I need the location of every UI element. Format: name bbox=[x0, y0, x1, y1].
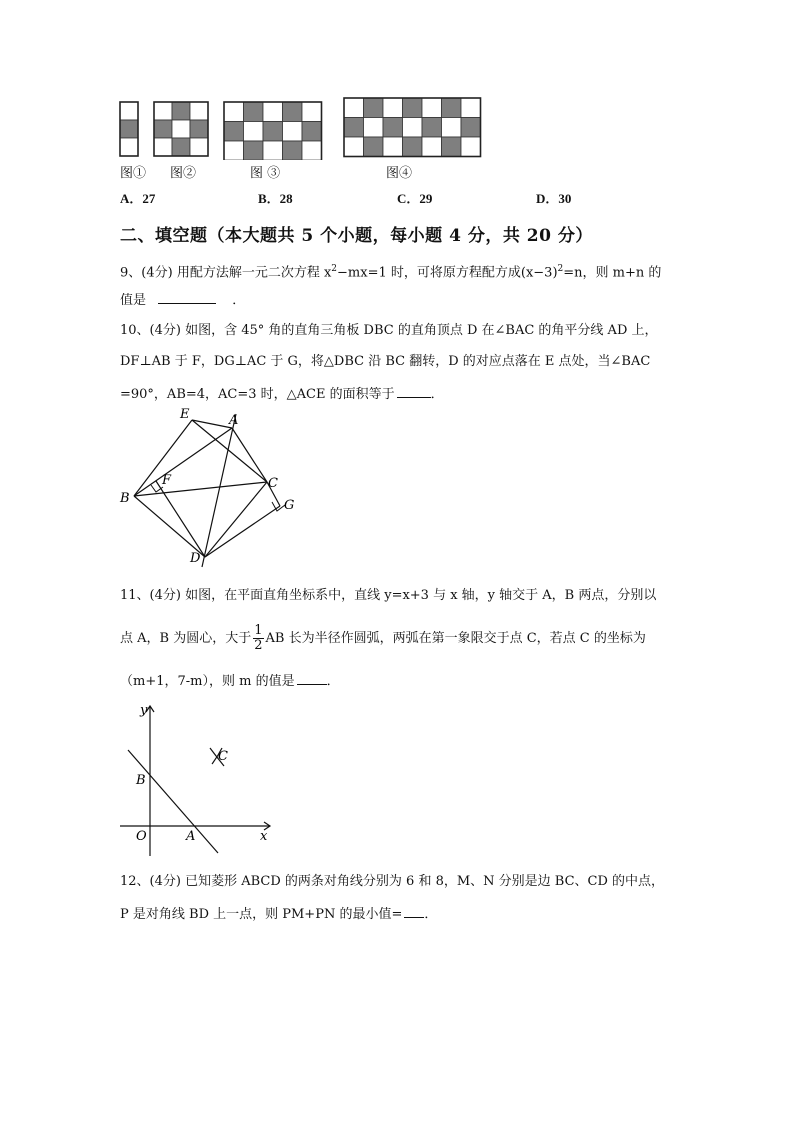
point-label-f: F bbox=[162, 473, 172, 488]
q11-coordinate-diagram bbox=[112, 698, 282, 863]
choice-c[interactable]: C．29 bbox=[397, 191, 433, 206]
board-cell bbox=[364, 137, 384, 157]
board-cell bbox=[263, 102, 283, 122]
board-cell bbox=[461, 98, 481, 118]
fraction-one-half: $\frac{1}{2}$ bbox=[254, 623, 263, 653]
board-cell bbox=[172, 138, 190, 156]
axis-label-x: x bbox=[260, 829, 268, 844]
board-figure-2 bbox=[154, 102, 208, 156]
board-cell bbox=[364, 118, 384, 138]
q12-answer-blank[interactable] bbox=[404, 903, 424, 918]
figure-label-4: 图④ bbox=[386, 166, 413, 181]
q10-answer-blank[interactable] bbox=[397, 383, 431, 398]
board-cell bbox=[120, 102, 138, 120]
board-cell bbox=[422, 137, 442, 157]
board-cell bbox=[244, 141, 264, 160]
board-cell bbox=[224, 122, 244, 142]
board-cell bbox=[244, 122, 264, 142]
board-cell bbox=[302, 122, 322, 142]
board-cell bbox=[403, 118, 423, 138]
point-label-a: A bbox=[229, 413, 239, 428]
point-label-g: G bbox=[284, 498, 295, 513]
board-cell bbox=[190, 120, 208, 138]
board-cell bbox=[154, 102, 172, 120]
board-cell bbox=[344, 118, 364, 138]
q11-line2: 点 A，B 为圆心，大于 $\frac{1}{2}$ AB 长为半径作圆弧，两弧在第一象限交于点 C，若点 C 的坐标为 bbox=[120, 623, 646, 653]
board-cell bbox=[172, 102, 190, 120]
board-cell bbox=[120, 120, 138, 138]
board-cell bbox=[383, 118, 403, 138]
board-cell bbox=[344, 137, 364, 157]
checkerboard-figures bbox=[118, 96, 488, 160]
board-cell bbox=[383, 137, 403, 157]
q11-line3: （m+1，7-m），则 m 的值是 ． bbox=[120, 670, 340, 692]
q11-line1: 11、(4分) 如图，在平面直角坐标系中，直线 y=x+3 与 x 轴，y 轴交于 A，B 两点，分别以 bbox=[120, 588, 657, 603]
q10-line1: 10、(4分) 如图，含 45° 角的直角三角板 DBC 的直角顶点 D 在∠BAC 的角平分线 AD 上， bbox=[120, 323, 658, 338]
board-figure-1 bbox=[120, 102, 138, 156]
board-cell bbox=[263, 122, 283, 142]
point-label-b: B bbox=[120, 491, 130, 506]
q10-line2: DF⊥AB 于 F，DG⊥AC 于 G，将△DBC 沿 BC 翻转，D 的对应点落在 E 点处，当∠BAC bbox=[120, 354, 651, 369]
board-cell bbox=[283, 141, 303, 160]
board-cell bbox=[224, 141, 244, 160]
board-cell bbox=[120, 138, 138, 156]
board-cell bbox=[364, 98, 384, 118]
q9-line1: 9、(4分) 用配方法解一元二次方程 $x^2-mx=1$ 时，可将原方程配方成$(x-3)^2=n$，则 m+n 的 bbox=[120, 264, 662, 281]
q12-line1: 12、(4分) 已知菱形 ABCD 的两条对角线分别为 6 和 8，M、N 分别是边 BC、CD 的中点， bbox=[120, 874, 665, 889]
board-cell bbox=[422, 98, 442, 118]
board-cell bbox=[190, 102, 208, 120]
board-cell bbox=[263, 141, 283, 160]
figure-label-2: 图② bbox=[170, 166, 197, 181]
point-label-c-coord: C bbox=[218, 749, 228, 764]
figure-label-3: 图 ③ bbox=[250, 166, 281, 181]
board-cell bbox=[461, 137, 481, 157]
axis-label-y: y bbox=[140, 703, 148, 718]
choice-b[interactable]: B．28 bbox=[258, 191, 293, 206]
choice-a[interactable]: A．27 bbox=[120, 191, 156, 206]
q10-geometry-diagram bbox=[112, 402, 302, 572]
board-cell bbox=[442, 98, 462, 118]
point-label-b-coord: B bbox=[136, 773, 146, 788]
board-cell bbox=[403, 98, 423, 118]
board-figure-4 bbox=[344, 98, 481, 157]
q10-line3: =90°，AB=4，AC=3 时，△ACE 的面积等于 ． bbox=[120, 383, 444, 405]
board-cell bbox=[461, 118, 481, 138]
choice-d[interactable]: D．30 bbox=[536, 191, 572, 206]
board-cell bbox=[172, 120, 190, 138]
point-label-c: C bbox=[268, 476, 278, 491]
q11-answer-blank[interactable] bbox=[297, 670, 327, 685]
board-cell bbox=[442, 137, 462, 157]
q12-line2: P 是对角线 BD 上一点，则 PM+PN 的最小值= ． bbox=[120, 903, 437, 925]
board-cell bbox=[422, 118, 442, 138]
point-label-a-coord: A bbox=[186, 829, 196, 844]
board-cell bbox=[442, 118, 462, 138]
board-cell bbox=[244, 102, 264, 122]
point-label-o: O bbox=[136, 829, 147, 844]
board-cell bbox=[344, 98, 364, 118]
board-cell bbox=[154, 138, 172, 156]
board-cell bbox=[190, 138, 208, 156]
board-cell bbox=[383, 98, 403, 118]
q9-answer-blank[interactable] bbox=[158, 289, 216, 304]
point-label-d: D bbox=[190, 551, 201, 566]
board-figure-3 bbox=[224, 102, 322, 160]
board-cell bbox=[302, 102, 322, 122]
board-cell bbox=[154, 120, 172, 138]
board-cell bbox=[403, 137, 423, 157]
figure-label-1: 图① bbox=[120, 166, 147, 181]
board-cell bbox=[302, 141, 322, 160]
section-title: 二、填空题（本大题共 5 个小题，每小题 4 分，共 20 分） bbox=[120, 226, 593, 246]
board-cell bbox=[283, 122, 303, 142]
board-cell bbox=[283, 102, 303, 122]
board-cell bbox=[224, 102, 244, 122]
q9-line2: 值是 ． bbox=[120, 289, 245, 311]
point-label-e: E bbox=[180, 407, 190, 422]
